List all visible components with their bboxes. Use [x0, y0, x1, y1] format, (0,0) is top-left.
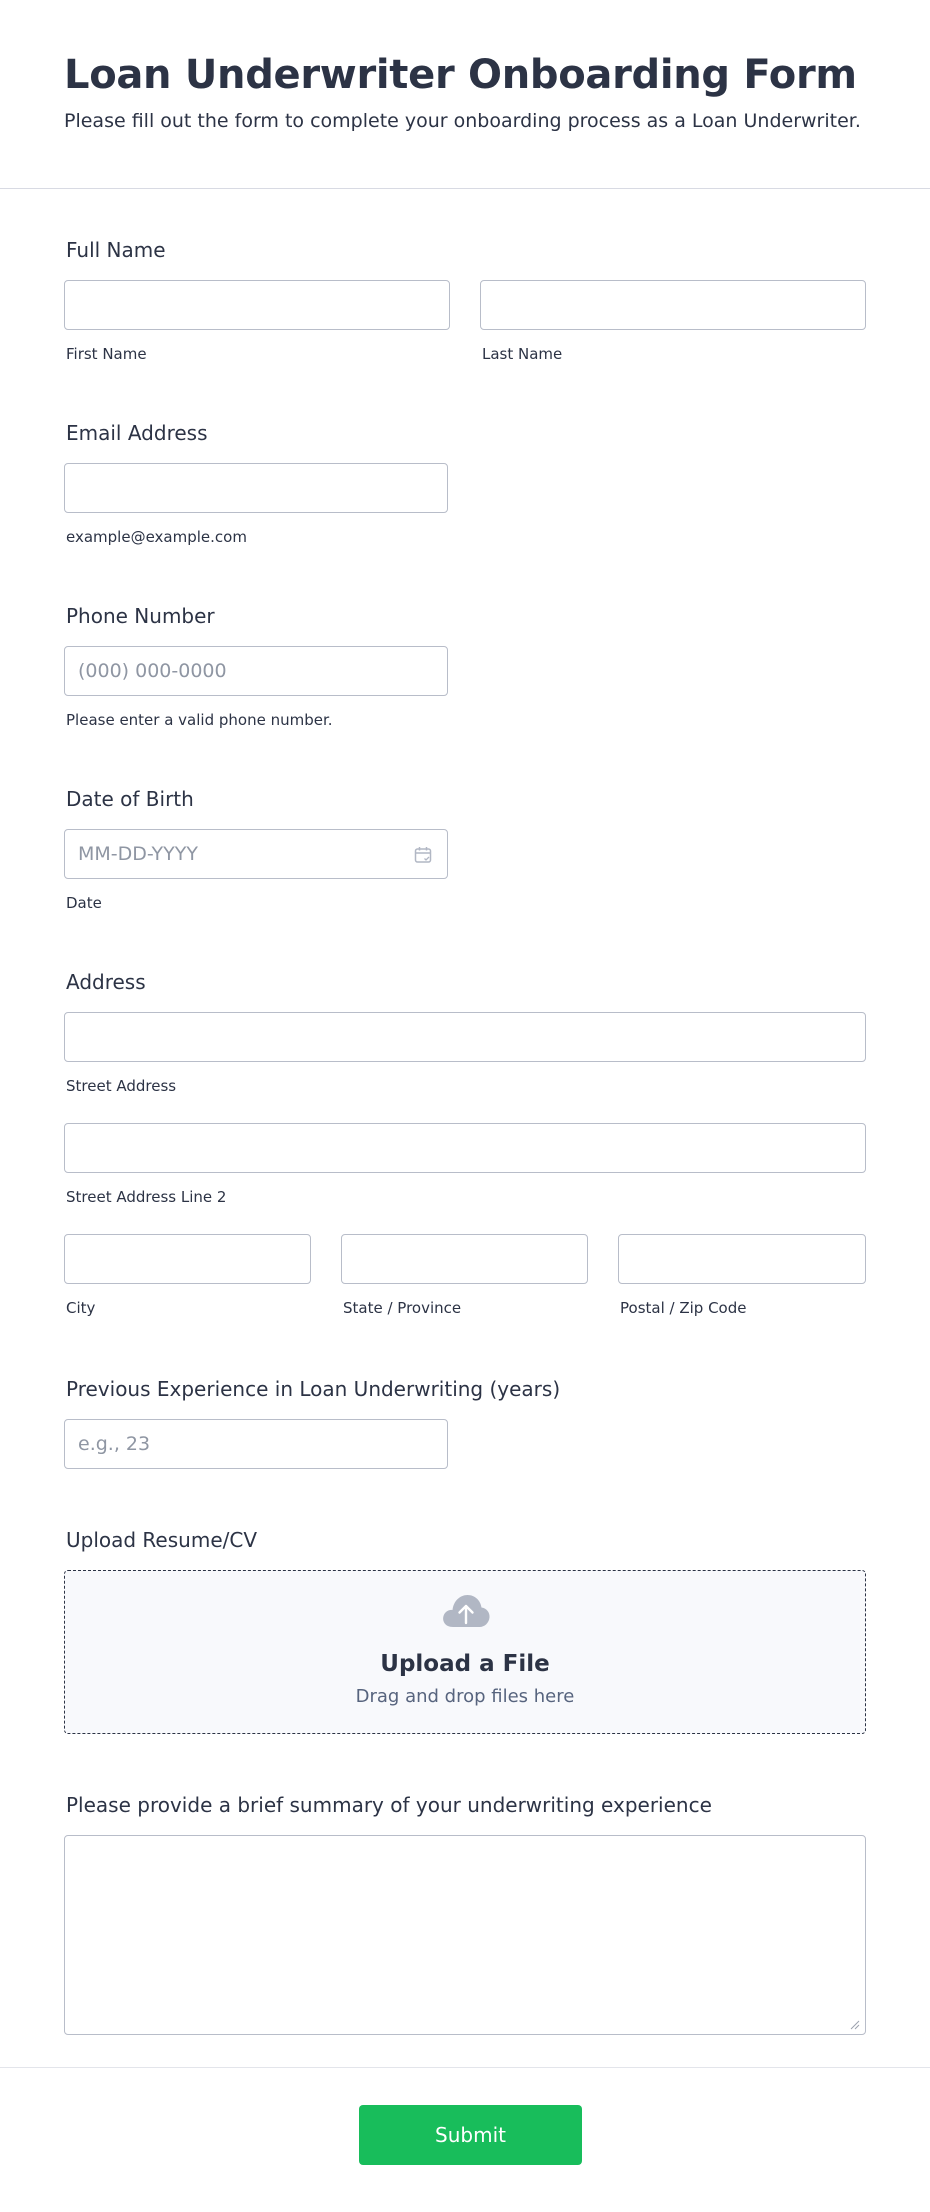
phone-sublabel: Please enter a valid phone number. — [66, 711, 333, 729]
street-address-line2-sublabel: Street Address Line 2 — [66, 1188, 227, 1206]
first-name-sublabel: First Name — [66, 345, 147, 363]
summary-textarea[interactable] — [64, 1835, 866, 2035]
dob-sublabel: Date — [66, 894, 102, 912]
street-address-sublabel: Street Address — [66, 1077, 177, 1095]
upload-label: Upload Resume/CV — [66, 1528, 258, 1552]
cloud-upload-icon — [441, 1593, 491, 1629]
street-address-line2-input[interactable] — [64, 1123, 866, 1173]
experience-input[interactable] — [64, 1419, 448, 1469]
summary-label: Please provide a brief summary of your underwriting experience — [66, 1793, 712, 1817]
submit-button[interactable]: Submit — [359, 2105, 582, 2165]
state-input[interactable] — [341, 1234, 588, 1284]
dob-input[interactable] — [64, 829, 448, 879]
resize-grip-icon[interactable] — [848, 2018, 860, 2030]
phone-label: Phone Number — [66, 604, 215, 628]
full-name-label: Full Name — [66, 238, 166, 262]
state-sublabel: State / Province — [343, 1299, 462, 1317]
form-subtitle: Please fill out the form to complete your onboarding process as a Loan Underwriter. — [64, 110, 861, 132]
experience-label: Previous Experience in Loan Underwriting (years) — [66, 1377, 561, 1401]
first-name-input[interactable] — [64, 280, 450, 330]
last-name-sublabel: Last Name — [482, 345, 563, 363]
form-header — [0, 0, 930, 189]
form-title: Loan Underwriter Onboarding Form — [64, 52, 857, 98]
address-label: Address — [66, 970, 146, 994]
email-sublabel: example@example.com — [66, 528, 247, 546]
email-input[interactable] — [64, 463, 448, 513]
dob-label: Date of Birth — [66, 787, 194, 811]
zip-sublabel: Postal / Zip Code — [620, 1299, 747, 1317]
phone-input[interactable] — [64, 646, 448, 696]
upload-title: Upload a File — [380, 1651, 550, 1677]
calendar-icon[interactable] — [414, 846, 432, 864]
last-name-input[interactable] — [480, 280, 866, 330]
email-label: Email Address — [66, 421, 208, 445]
form-footer — [0, 2067, 930, 2212]
city-input[interactable] — [64, 1234, 311, 1284]
city-sublabel: City — [66, 1299, 96, 1317]
upload-subtitle: Drag and drop files here — [355, 1686, 575, 1707]
zip-input[interactable] — [618, 1234, 866, 1284]
file-upload-dropzone[interactable] — [64, 1570, 866, 1734]
street-address-input[interactable] — [64, 1012, 866, 1062]
